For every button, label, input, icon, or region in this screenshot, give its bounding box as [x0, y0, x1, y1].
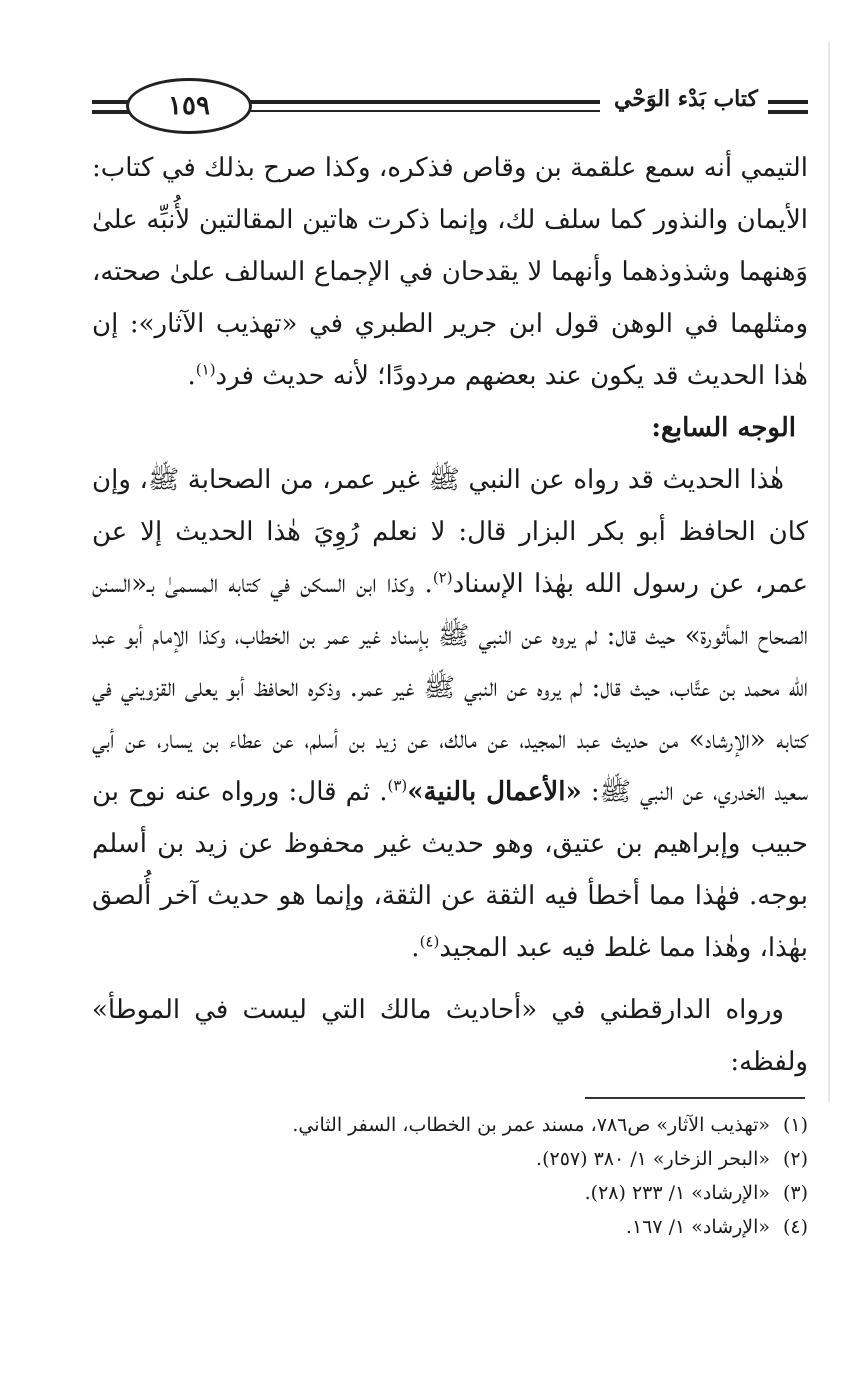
running-title: كتاب بَدْء الوَحْي — [614, 86, 758, 112]
paragraph-gap — [92, 974, 808, 984]
paragraph-1 — [92, 142, 808, 402]
footnote-text: «تهذيب الآثار» ص٧٨٦، مسند عمر بن الخطاب، السفر الثاني. — [292, 1114, 770, 1136]
footnote-text: «الإرشاد» ١/ ٢٣٣ (٢٨). — [584, 1182, 770, 1204]
page-header — [92, 78, 808, 136]
footnote-number: (٣) — [782, 1182, 808, 1204]
header-rule-right-top — [768, 100, 808, 104]
footnote-3 — [92, 1176, 808, 1210]
paragraph-2 — [92, 454, 808, 974]
footnote-1 — [92, 1108, 808, 1142]
page-number: ١٥٩ — [126, 78, 252, 134]
footnotes — [92, 1108, 808, 1244]
paragraph-1-text: التيمي أنه سمع علقمة بن وقاص فذكره، وكذا صرح بذلك في كتاب: الأيمان والنذور كما سلف لك، وإنما ذكرت هاتين المقالتين لأُنبِّه علىٰ وَهنهما وشذوذهما وأنهما لا يقدحان في الإجماع السالف علىٰ صحته، ومثلهما في الوهن قول ابن جرير الطبري في «تهذيب الآثار»: إن هٰذا الحديث قد يكون عند بعضهم مردودًا؛ لأنه حديث فرد — [92, 153, 808, 391]
paragraph-3: ورواه الدارقطني في «أحاديث مالك التي ليست في الموطأ» ولفظه: — [92, 995, 808, 1077]
main-text — [92, 142, 808, 1088]
footnote-4 — [92, 1210, 808, 1244]
footnote-ref-4: (٤) — [419, 932, 440, 951]
footnote-text: «الإرشاد» ١/ ١٦٧. — [625, 1216, 770, 1238]
paragraph-2-end: . — [411, 933, 420, 963]
footnote-ref-3: (٣) — [387, 776, 408, 795]
footnote-ref-1: (١) — [195, 360, 216, 379]
footnote-number: (٤) — [782, 1216, 808, 1238]
paragraph-2c-text: . ثم قال: ورواه عنه نوح بن حبيب وإبراهيم بن عتيق، وهو حديث غير محفوظ عن زيد بن أسلم بوجه. فهٰذا مما أخطأ فيه الثقة عن الثقة، وإنما هو حديث آخر أُلصق بهٰذا، وهٰذا مما غلط فيه عبد المجيد — [92, 777, 808, 963]
footnote-ref-2: (٢) — [432, 568, 453, 587]
section-heading: الوجه السابع: — [651, 413, 796, 443]
footnote-text: «البحر الزخار» ١/ ٣٨٠ (٢٥٧). — [536, 1148, 770, 1170]
hadith-quote: «الأعمال بالنية» — [407, 777, 582, 807]
footnote-separator — [585, 1097, 805, 1099]
paragraph-2b-text: . وكذا ابن السكن في كتابه المسمىٰ بـ«السنن الصحاح المأثورة» حيث قال: لم يروه عن النبي ﷺ بإسناد غير عمر بن الخطاب، وكذا الإمام أبو عبد الله محمد بن عتَّاب، حيث قال: لم يروه عن النبي ﷺ غير عمر. وذكره الحافظ أبو يعلى القزويني في كتابه «الإرشاد» من حديث عبد المجيد، عن مالك، عن زيد بن أسلم، عن عطاء بن يسار، عن أبي سعيد الخدري، عن النبي ﷺ: — [92, 569, 809, 807]
scan-margin-line — [828, 42, 830, 1102]
footnote-number: (٢) — [782, 1148, 808, 1170]
header-rule-middle-top — [248, 100, 600, 104]
footnote-number: (١) — [782, 1114, 808, 1136]
footnote-2 — [92, 1142, 808, 1176]
header-rule-middle-bottom — [248, 110, 600, 112]
paragraph-1-end: . — [187, 361, 196, 391]
paragraph-2a-text: هٰذا الحديث قد رواه عن النبي ﷺ غير عمر، من الصحابة ﷺ، وإن كان الحافظ أبو بكر البزار قال: لا نعلم رُوِيَ هٰذا الحديث إلا عن عمر، عن رسول الله بهٰذا الإسناد — [92, 465, 809, 599]
header-rule-right-bottom — [768, 110, 808, 114]
